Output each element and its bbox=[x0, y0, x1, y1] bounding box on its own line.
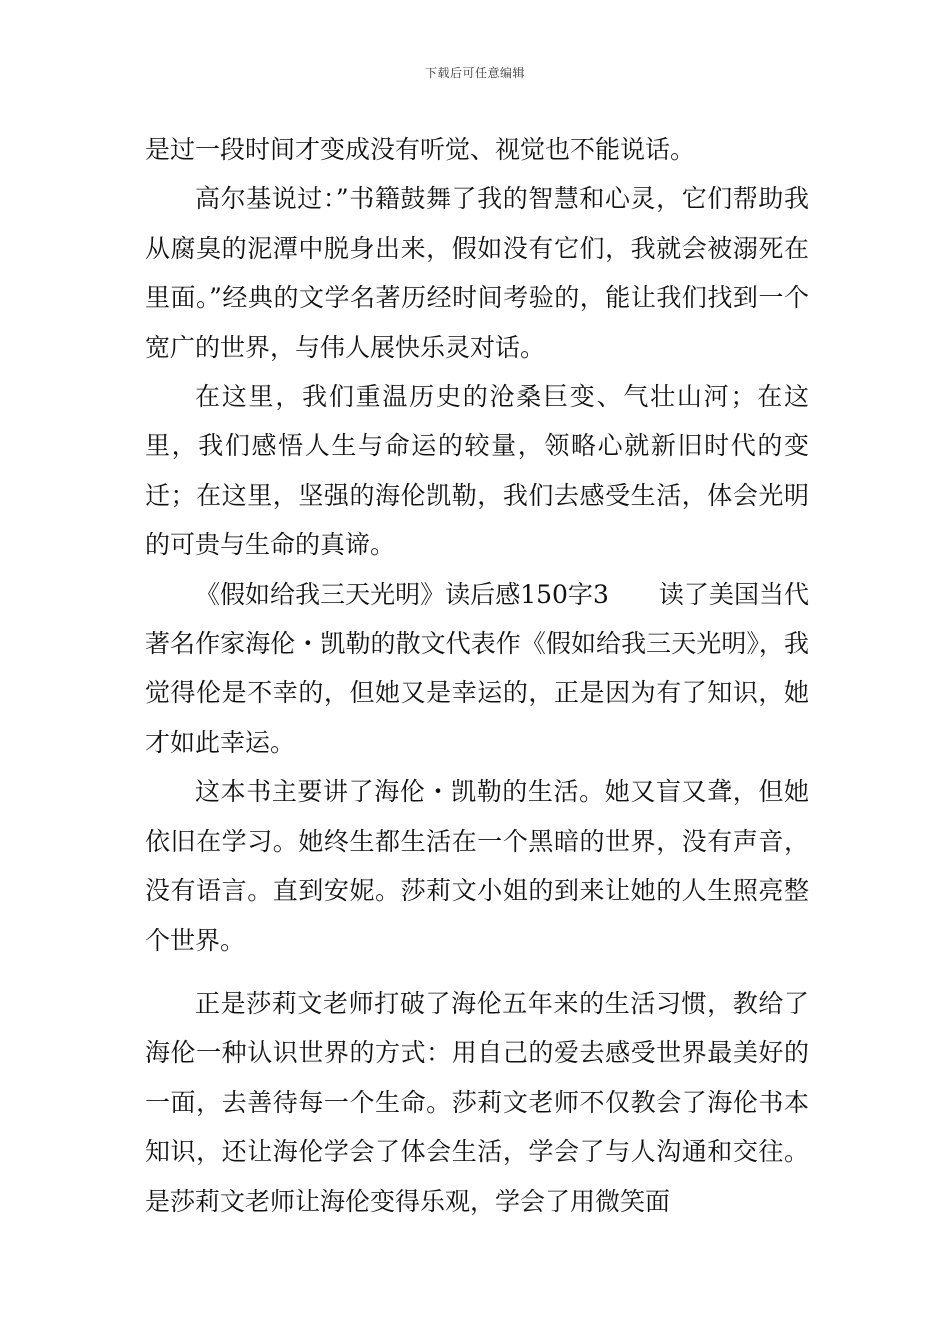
paragraph-1: 是过一段时间才变成没有听觉、视觉也不能说话。 bbox=[145, 135, 696, 164]
paragraph-6: 正是莎莉文老师打破了海伦五年来的生活习惯，教给了海伦一种认识世界的方式：用自己的爱去感受世界最美好的一面，去善待每一个生命。莎莉文老师不仅教会了海伦书本知识，还让海伦学会了体会生活，学会了与人沟通和交往。是莎莉文老师让海伦变得乐观，学会了用微笑面 bbox=[145, 988, 809, 1216]
paragraph-2: 高尔基说过：”书籍鼓舞了我的智慧和心灵，它们帮助我从腐臭的泥潭中脱身出来，假如没有它们，我就会被溺死在里面。”经典的文学名著历经时间考验的，能让我们找到一个宽广的世界，与伟人展快乐灵对话。 bbox=[145, 184, 809, 362]
page-header: 下载后可任意编辑 bbox=[424, 66, 525, 80]
document-body bbox=[145, 125, 809, 1226]
paragraph-5: 这本书主要讲了海伦・凯勒的生活。她又盲又聋，但她依旧在学习。她终生都生活在一个黑暗的世界，没有声音，没有语言。直到安妮。莎莉文小姐的到来让她的人生照亮整个世界。 bbox=[145, 777, 809, 955]
paragraph-4: 《假如给我三天光明》读后感150字3 读了美国当代著名作家海伦・凯勒的散文代表作《假如给我三天光明》，我觉得伦是不幸的，但她又是幸运的，正是因为有了知识，她才如此幸运。 bbox=[145, 579, 809, 757]
paragraph-3: 在这里，我们重温历史的沧桑巨变、气壮山河；在这里，我们感悟人生与命运的较量，领略心就新旧时代的变迁；在这里，坚强的海伦凯勒，我们去感受生活，体会光明的可贵与生命的真谛。 bbox=[145, 382, 809, 560]
